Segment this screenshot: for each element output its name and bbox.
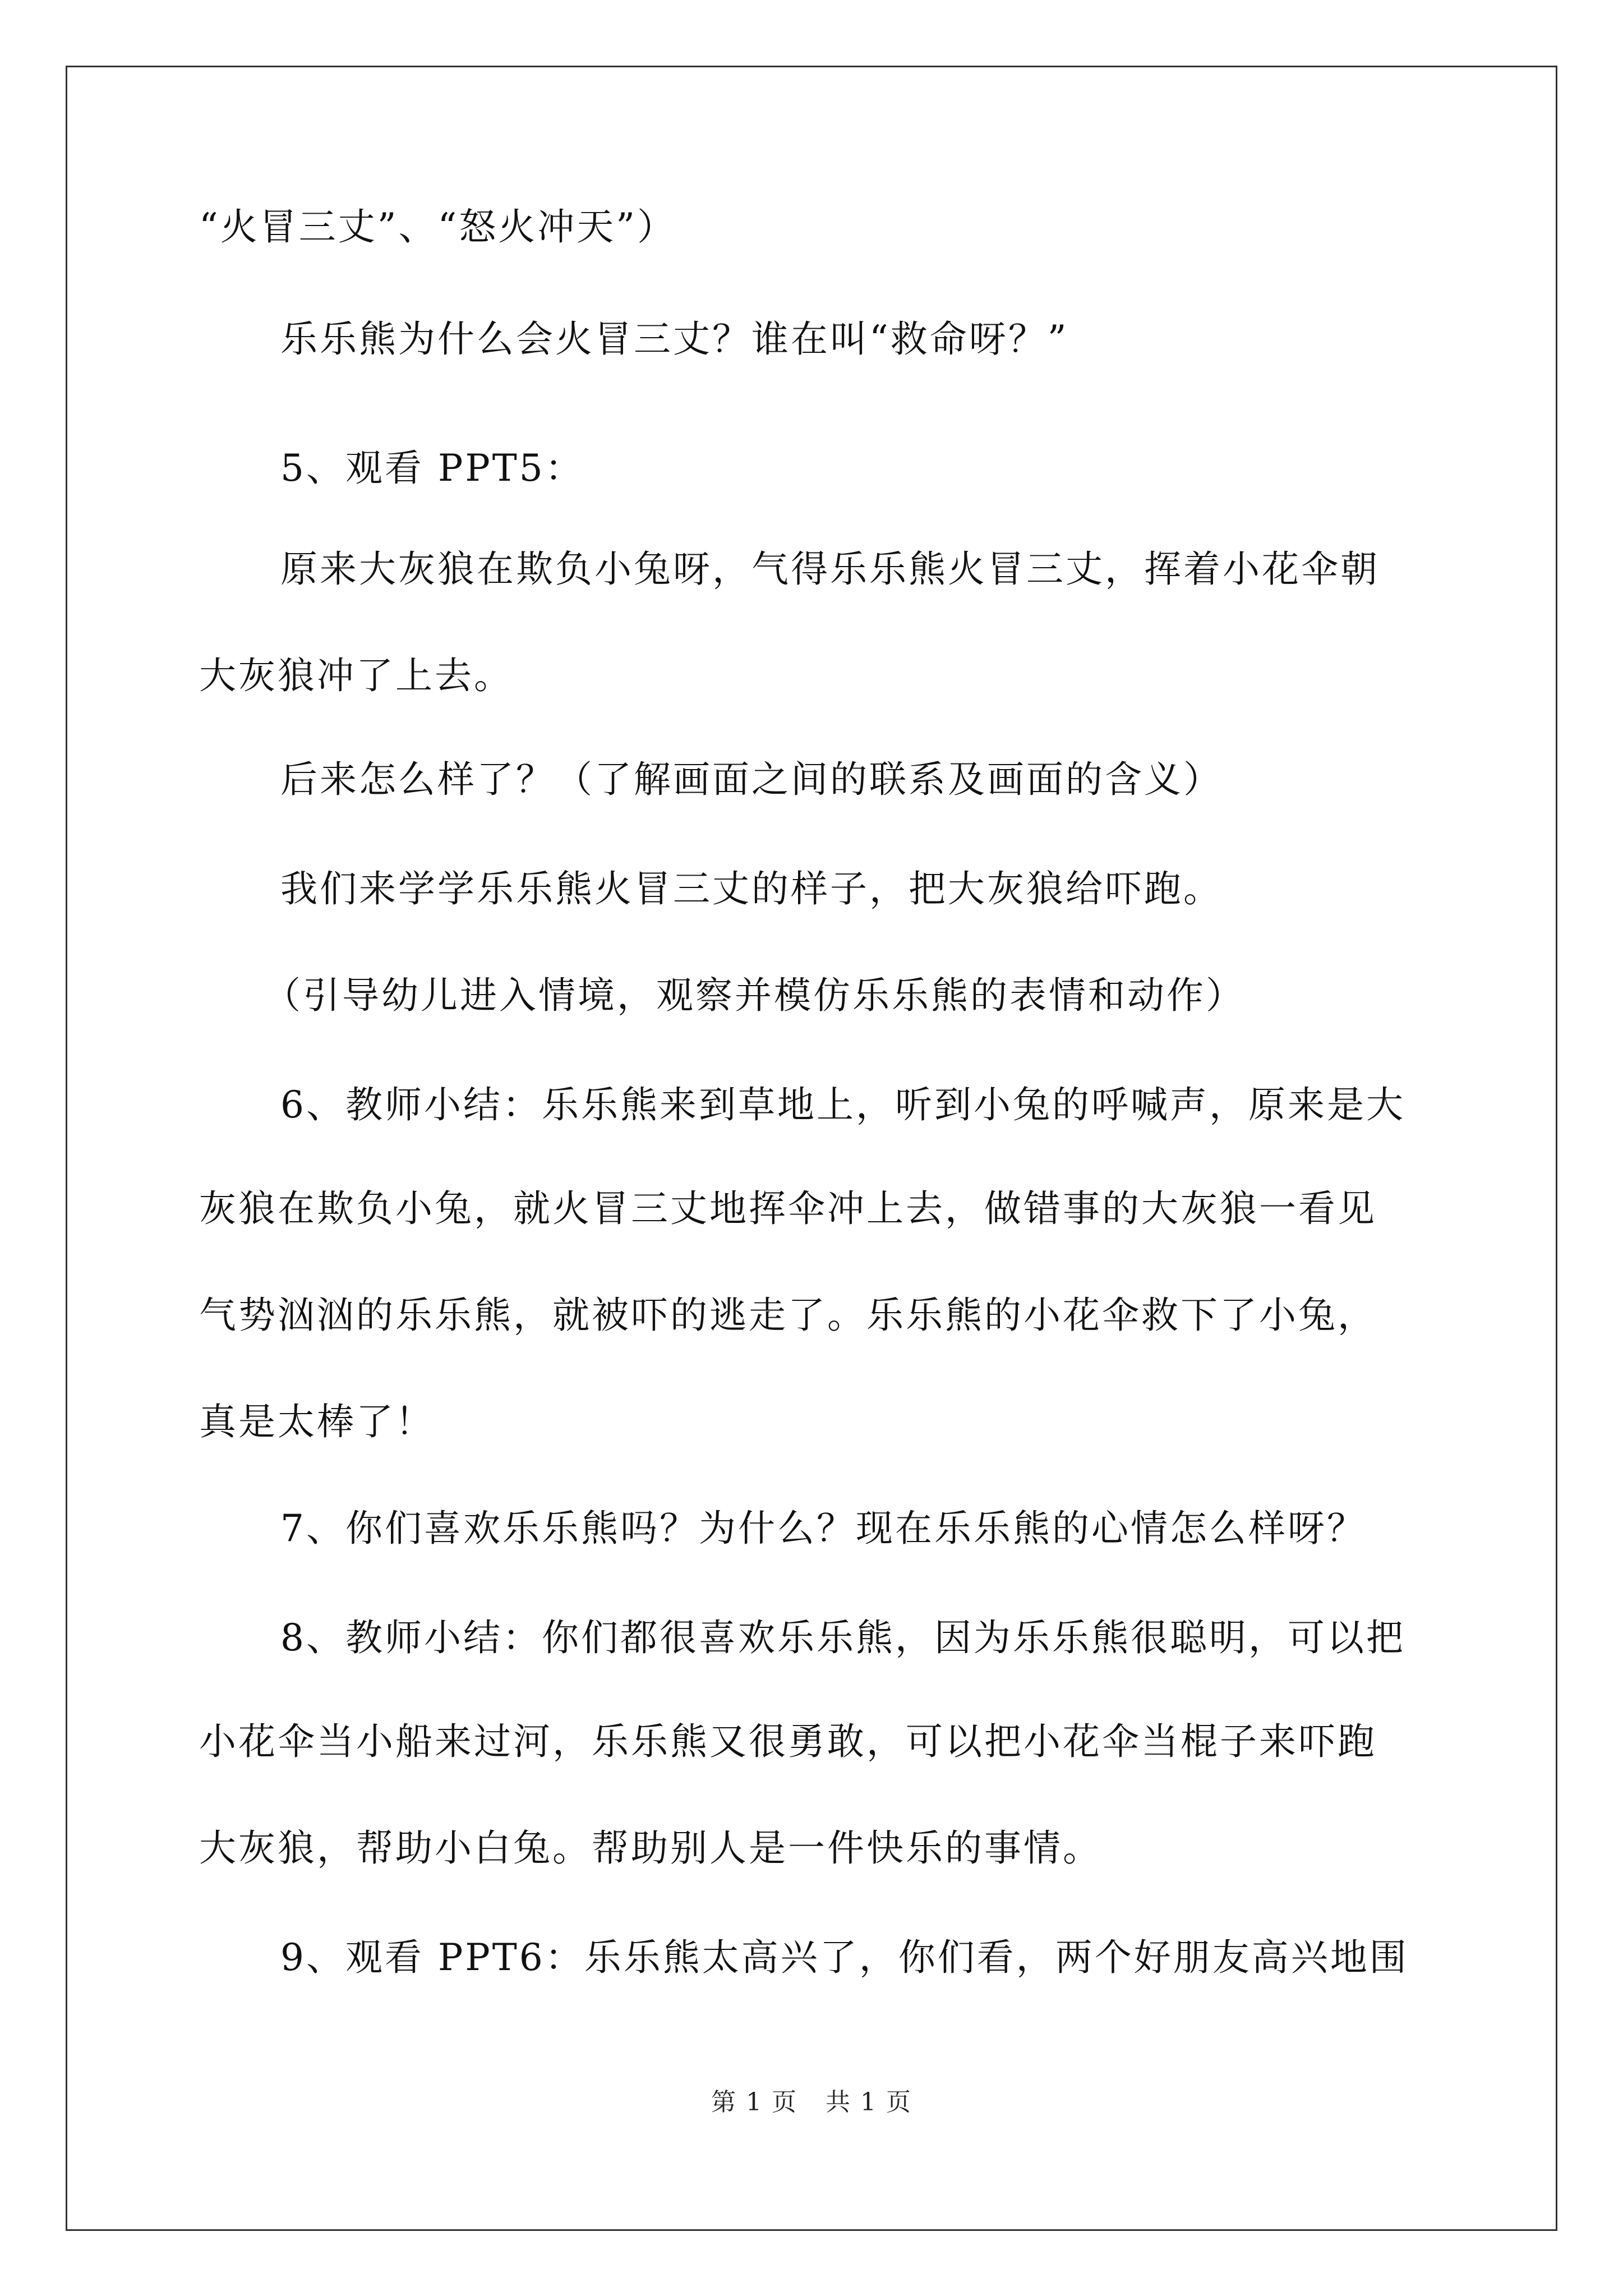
page-footer (0, 2087, 1623, 2118)
page-number: 第 1 页 (711, 2088, 797, 2116)
text-line: （引导幼儿进入情境，观察并模仿乐乐熊的表情和动作） (264, 974, 1245, 1017)
text-line: “火冒三丈”、“怒火冲天”） (199, 205, 676, 249)
text-line: 6、教师小结：乐乐熊来到草地上，听到小兔的呼喊声，原来是大 (280, 1083, 1405, 1126)
text-line: 原来大灰狼在欺负小兔呀，气得乐乐熊火冒三丈，挥着小花伞朝 (280, 547, 1380, 591)
text-line: 后来怎么样了？（了解画面之间的联系及画面的含义） (280, 758, 1223, 801)
text-line: 5、观看 PPT5： (280, 447, 584, 490)
text-line: 7、你们喜欢乐乐熊吗？为什么？现在乐乐熊的心情怎么样呀？ (280, 1507, 1366, 1550)
text-line: 我们来学学乐乐熊火冒三丈的样子，把大灰狼给吓跑。 (280, 867, 1223, 910)
page-total: 共 1 页 (826, 2088, 912, 2116)
text-line: 8、教师小结：你们都很喜欢乐乐熊，因为乐乐熊很聪明，可以把 (280, 1616, 1405, 1659)
text-line: 灰狼在欺负小兔，就火冒三丈地挥伞冲上去，做错事的大灰狼一看见 (199, 1187, 1377, 1230)
text-line: 乐乐熊为什么会火冒三丈？谁在叫“救命呀？” (280, 318, 1069, 361)
text-line: 真是太棒了！ (199, 1400, 435, 1443)
text-line: 小花伞当小船来过河，乐乐熊又很勇敢，可以把小花伞当棍子来吓跑 (199, 1720, 1377, 1763)
text-line: 9、观看 PPT6：乐乐熊太高兴了，你们看，两个好朋友高兴地围 (280, 1936, 1409, 1979)
text-line: 气势汹汹的乐乐熊，就被吓的逃走了。乐乐熊的小花伞救下了小兔， (199, 1294, 1377, 1337)
text-line: 大灰狼冲了上去。 (199, 654, 513, 697)
text-line: 大灰狼，帮助小白兔。帮助别人是一件快乐的事情。 (199, 1826, 1102, 1870)
page-border (66, 66, 1557, 2231)
